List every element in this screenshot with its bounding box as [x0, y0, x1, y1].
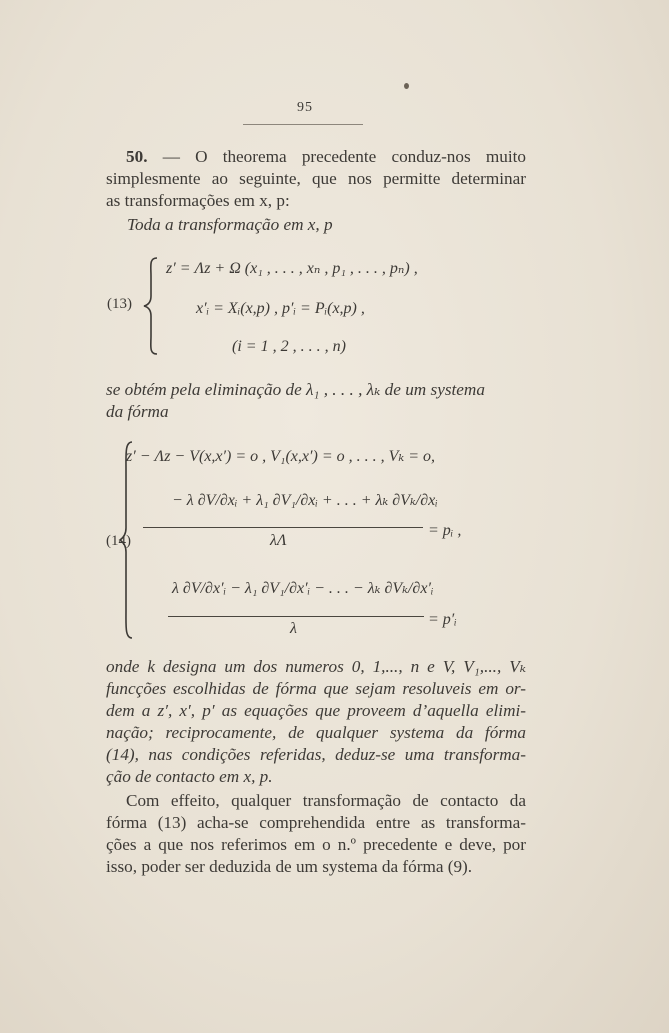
eq13-line3: (i = 1 , 2 , . . . , n)	[232, 338, 346, 355]
obtained-text	[106, 379, 526, 423]
section-intro	[106, 146, 526, 212]
proof-line-4: isso, poder ser deduzida de um systema da fórma (9).	[106, 857, 473, 876]
intro-line-1-text: — O theorema precedente conduz-nos muito	[162, 147, 526, 166]
intro-line-3: as transformações em x, p:	[106, 191, 290, 210]
where-line-1: onde k designa um dos numeros 0, 1,..., n e V, V₁,..., Vₖ	[106, 657, 526, 676]
proof-line-1: Com effeito, qualquer transformação de contacto da	[126, 791, 526, 810]
eq14-denominator-2: λ	[290, 620, 297, 637]
obtained-line-1: se obtém pela eliminação de λ₁ , . . . , λₖ de um systema	[106, 380, 485, 399]
eq14-denominator-1: λΛ	[270, 532, 287, 549]
fraction-bar-1	[143, 527, 423, 528]
where-line-4: nação; reciprocamente, de qualquer systema da fórma	[106, 723, 526, 742]
left-brace-14	[118, 440, 138, 640]
where-line-3: dem a z′, x′, p′ as equações que proveem d’aquella elimi-	[106, 701, 526, 720]
where-paragraph	[106, 656, 526, 788]
page-number: 95	[297, 100, 313, 115]
ink-speck	[404, 83, 409, 89]
left-brace-13	[142, 256, 162, 356]
proof-line-2: fórma (13) acha-se comprehendida entre as transforma-	[106, 813, 526, 832]
obtained-line-2: da fórma	[106, 402, 169, 421]
equation-label-14: (14)	[106, 533, 131, 549]
eq14-rhs-2: = p′ᵢ	[428, 611, 457, 628]
eq14-numerator-1: − λ ∂V/∂xᵢ + λ₁ ∂V₁/∂xᵢ + . . . + λₖ ∂Vₖ/∂xᵢ	[172, 492, 438, 509]
eq14-numerator-2: λ ∂V/∂x′ᵢ − λ₁ ∂V₁/∂x′ᵢ − . . . − λₖ ∂Vₖ/∂x′ᵢ	[172, 580, 434, 597]
header-rule	[243, 124, 363, 125]
eq13-line2: x′ᵢ = Xᵢ(x,p) , p′ᵢ = Pᵢ(x,p) ,	[196, 300, 365, 317]
statement-line: Toda a transformação em x, p	[127, 215, 333, 234]
where-line-2: funcções escolhidas de fórma que sejam resoluveis em or-	[106, 679, 526, 698]
proof-line-3: ções a que nos referimos em o n.º precedente e deve, por	[106, 835, 526, 854]
statement-start	[127, 214, 547, 236]
eq14-rhs-1: = pᵢ ,	[428, 522, 462, 539]
where-line-6: ção de contacto em x, p.	[106, 767, 273, 786]
proof-paragraph	[106, 790, 526, 878]
intro-line-2: simplesmente ao seguinte, que nos permitte determinar	[106, 169, 526, 188]
eq13-line1: z′ = Λz + Ω (x₁ , . . . , xₙ , p₁ , . . . , pₙ) ,	[166, 260, 418, 277]
intro-line-1	[106, 146, 526, 168]
equation-label-13: (13)	[107, 296, 132, 312]
eq14-line1: z′ − Λz − V(x,x′) = o , V₁(x,x′) = o , . . . , Vₖ = o,	[126, 448, 436, 465]
where-line-5: (14), nas condições referidas, deduz-se uma transforma-	[106, 745, 526, 764]
section-number: 50.	[126, 147, 148, 166]
fraction-bar-2	[168, 616, 424, 617]
